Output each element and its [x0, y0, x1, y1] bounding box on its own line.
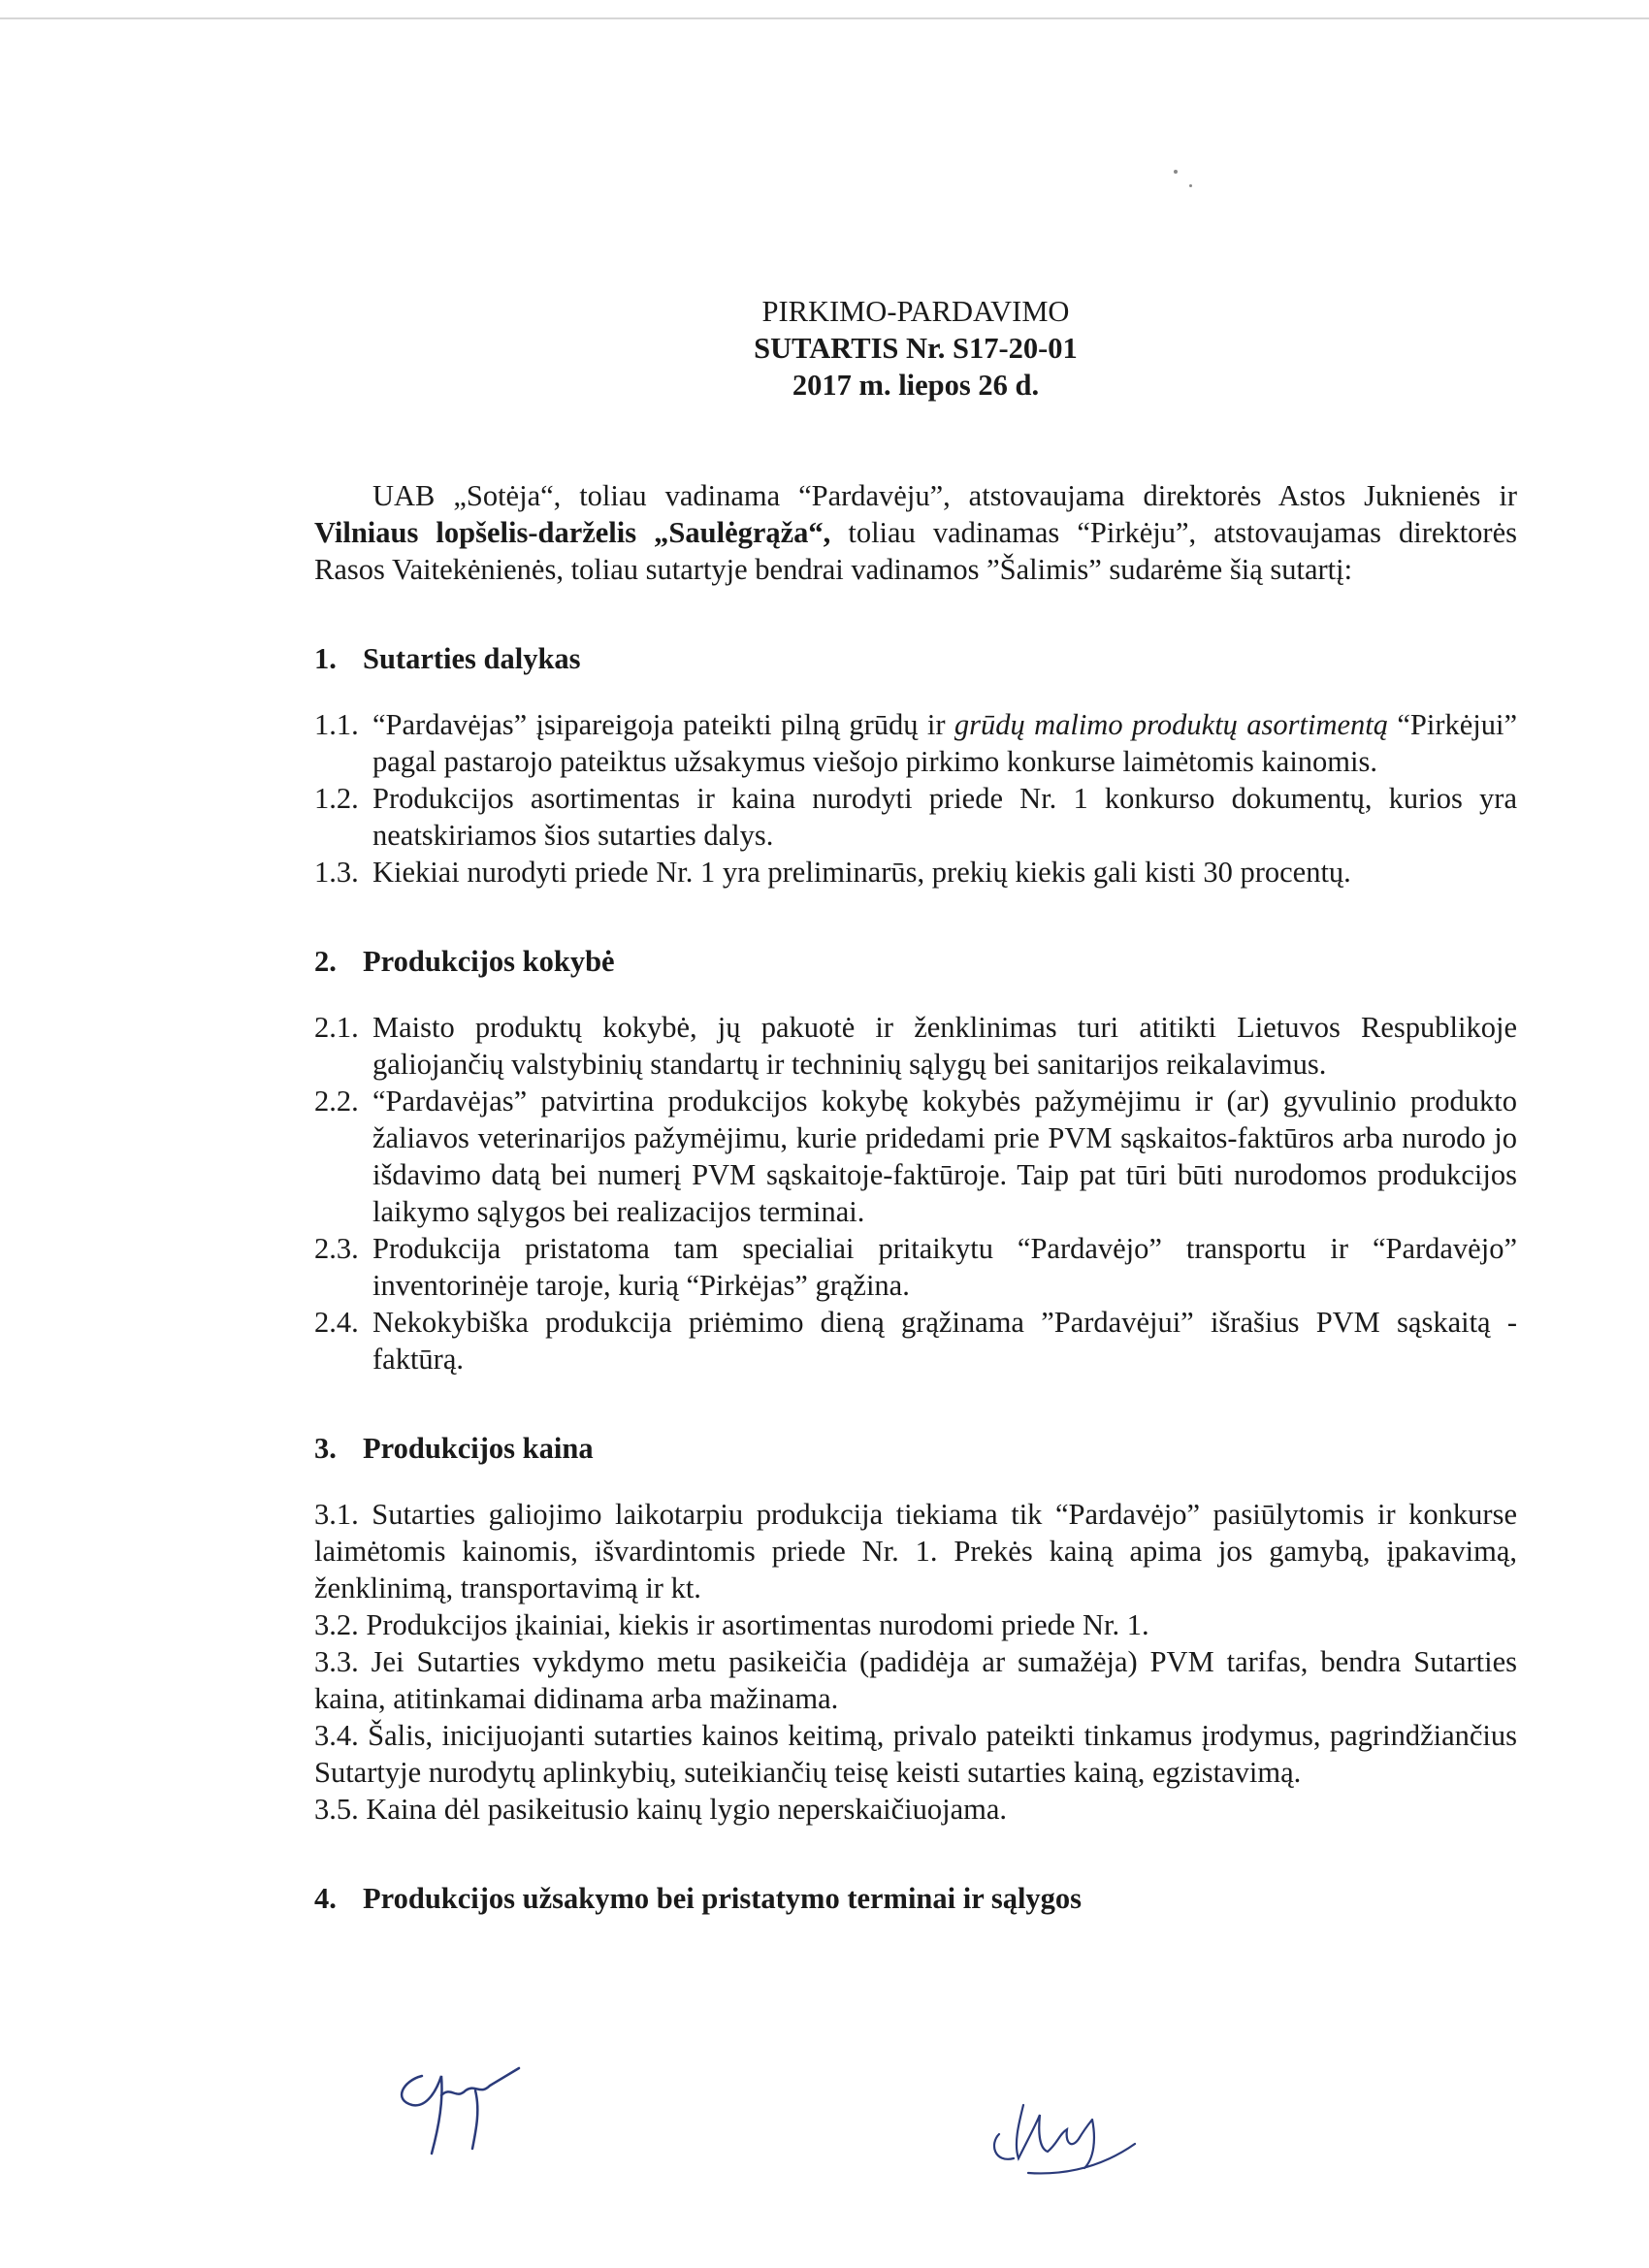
clause	[314, 1304, 1517, 1377]
clause-italic: grūdų malimo produktų asortimentą	[954, 708, 1388, 741]
section-items	[314, 1009, 1517, 1377]
clause-text: Kiekiai nurodyti priede Nr. 1 yra preliminarūs, prekių kiekis gali kisti 30 procentų.	[372, 856, 1351, 889]
document-title	[314, 293, 1517, 404]
clause-text: Šalis, inicijuojanti sutarties kainos keitimą, privalo pateikti tinkamus įrodymus, pagrindžiančius Sutartyje nurodytų aplinkybių, suteikiančių teisę keisti sutarties kainą, egzistavimą.	[314, 1719, 1517, 1789]
scan-top-edge	[0, 17, 1649, 19]
section-number: 1.	[314, 642, 337, 675]
clause-number: 3.5.	[314, 1793, 359, 1826]
clause	[314, 1791, 1517, 1828]
clause-text: Maisto produktų kokybė, jų pakuotė ir ženklinimas turi atitikti Lietuvos Respublikoje galiojančių valstybinių standartų ir techninių sąlygų bei sanitarijos reikalavimus.	[372, 1011, 1517, 1081]
clause-number: 2.4.	[314, 1306, 359, 1339]
section-heading	[314, 943, 1517, 980]
clause-number: 3.3.	[314, 1645, 359, 1678]
section-number: 4.	[314, 1882, 337, 1915]
intro-paragraph	[314, 477, 1517, 588]
clause	[314, 1606, 1517, 1643]
scan-speck	[1174, 170, 1178, 174]
buyer-signature	[970, 2086, 1164, 2183]
section-title: Sutarties dalykas	[363, 642, 581, 675]
clause	[314, 706, 1517, 780]
intro-part-2: toliau vadinamas “Pirkėju”, atstovaujamas direktorės Rasos Vaitekėnienės, toliau sutartyje bendrai vadinamos ”Šalimis” sudarėme šią sutartį:	[314, 516, 1517, 586]
clause-text: “Pardavėjas” patvirtina produkcijos kokybę kokybės pažymėjimu ir (ar) gyvulinio produkto žaliavos veterinarijos pažymėjimu, kurie pridedami prie PVM sąskaitos-faktūros arba nurodo jo išdavimo datą bei numerį PVM sąskaitoje-faktūroje. Taip pat tūri būti nurodomos produkcijos laikymo sąlygos bei realizacijos terminai.	[372, 1085, 1517, 1228]
clause-number: 1.2.	[314, 782, 359, 815]
clause-text: Jei Sutarties vykdymo metu pasikeičia (padidėja ar sumažėja) PVM tarifas, bendra Sutarties kaina, atitinkamai didinama arba mažinama.	[314, 1645, 1517, 1715]
section-number: 2.	[314, 945, 337, 978]
section-heading	[314, 640, 1517, 677]
clause-number: 1.3.	[314, 856, 359, 889]
contract-document	[314, 293, 1517, 1917]
seller-signature	[383, 2057, 548, 2163]
buyer-name: Vilniaus lopšelis-darželis „Saulėgrąža“,	[314, 516, 831, 549]
clause-text: “Pardavėjas” įsipareigoja pateikti pilną grūdų ir grūdų malimo produktų asortimentą “Pirkėjui” pagal pastarojo pateiktus užsakymus viešojo pirkimo konkurse laimėtomis kainomis.	[372, 708, 1518, 778]
clause-text: Sutarties galiojimo laikotarpiu produkcija tiekiama tik “Pardavėjo” pasiūlytomis ir konkurse laimėtomis kainomis, išvardintomis priede Nr. 1. Prekės kainą apima jos gamybą, įpakavimą, ženklinimą, transportavimą ir kt.	[314, 1498, 1517, 1604]
section-title: Produkcijos užsakymo bei pristatymo terminai ir sąlygos	[363, 1882, 1083, 1915]
clause-number: 3.2.	[314, 1608, 359, 1641]
clause	[314, 1009, 1517, 1083]
clause-number: 2.3.	[314, 1232, 359, 1265]
clause-number: 3.4.	[314, 1719, 359, 1752]
section-items	[314, 1496, 1517, 1828]
section-title: Produkcijos kaina	[363, 1432, 594, 1465]
section-heading	[314, 1880, 1517, 1917]
section-heading	[314, 1430, 1517, 1467]
clause-number: 3.1.	[314, 1498, 359, 1531]
intro-part-1: UAB „Sotėja“, toliau vadinama “Pardavėju”, atstovaujama direktorės Astos Juknienės ir	[372, 479, 1517, 512]
clause	[314, 1083, 1517, 1230]
scan-speck	[1189, 184, 1192, 187]
clause-text: Produkcijos asortimentas ir kaina nurodyti priede Nr. 1 konkurso dokumentų, kurios yra neatskiriamos šios sutarties dalys.	[372, 782, 1517, 852]
clause	[314, 780, 1517, 854]
title-line-1: PIRKIMO-PARDAVIMO	[761, 295, 1070, 328]
clause-text: Kaina dėl pasikeitusio kainų lygio neperskaičiuojama.	[366, 1793, 1008, 1826]
clause-number: 1.1.	[314, 708, 359, 741]
title-line-2: SUTARTIS Nr. S17-20-01	[754, 332, 1078, 365]
section-items	[314, 706, 1517, 891]
clause-number: 2.1.	[314, 1011, 359, 1044]
clause	[314, 1643, 1517, 1717]
clause-number: 2.2.	[314, 1085, 359, 1118]
contract-date: 2017 m. liepos 26 d.	[792, 369, 1040, 402]
clause-text: Produkcijos įkainiai, kiekis ir asortimentas nurodomi priede Nr. 1.	[366, 1608, 1149, 1641]
clause-text: Nekokybiška produkcija priėmimo dieną grąžinama ”Pardavėjui” išrašius PVM sąskaitą - faktūrą.	[372, 1306, 1517, 1376]
section-number: 3.	[314, 1432, 337, 1465]
clause-text: Produkcija pristatoma tam specialiai pritaikytu “Pardavėjo” transportu ir “Pardavėjo” inventorinėje taroje, kurią “Pirkėjas” grąžina.	[372, 1232, 1517, 1302]
section-title: Produkcijos kokybė	[363, 945, 615, 978]
clause	[314, 854, 1517, 891]
clause	[314, 1496, 1517, 1606]
clause	[314, 1717, 1517, 1791]
clause	[314, 1230, 1517, 1304]
